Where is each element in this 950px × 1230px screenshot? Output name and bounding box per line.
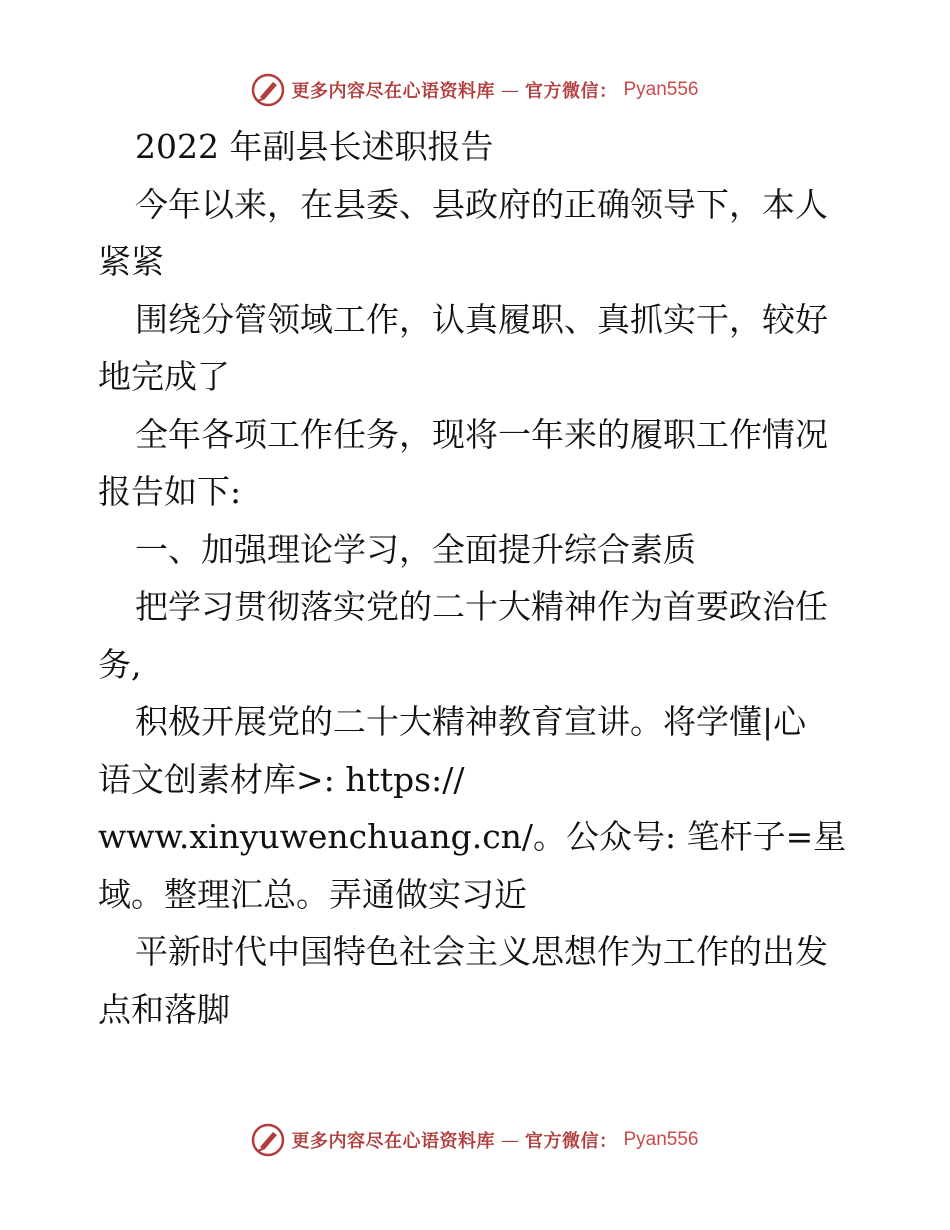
paragraph-line: 点和落脚 [98, 989, 230, 1029]
banner-wechat-id: Pyan556 [623, 1129, 699, 1150]
paragraph-line: 积极开展党的二十大精神教育宣讲。将学懂|心 [135, 702, 807, 741]
paragraph-line: 域。整理汇总。弄通做实习近 [98, 874, 527, 914]
paragraph-line: 务, [98, 644, 142, 684]
banner-cn-text: 更多内容尽在心语资料库 [291, 81, 495, 102]
paragraph-line: 平新时代中国特色社会主义思想作为工作的出发 [135, 932, 828, 971]
banner-wechat-label: 官方微信： [524, 1131, 618, 1152]
banner-separator: — [500, 79, 519, 101]
paragraph-line: www.xinyuwenchuang.cn/。公众号: 笔杆子=星 [98, 817, 847, 856]
paragraph-line: 紧紧 [98, 242, 164, 281]
banner-cn-text: 更多内容尽在心语资料库 [291, 1131, 495, 1152]
paragraph-line: 围绕分管领域工作，认真履职、真抓实干，较好 [135, 299, 828, 339]
pen-logo-icon [251, 1123, 285, 1157]
paragraph-line: 地完成了 [98, 357, 230, 396]
paragraph-line: 今年以来，在县委、县政府的正确领导下，本人 [135, 184, 828, 224]
document-body [98, 118, 858, 1038]
paragraph-line: 报告如下: [98, 472, 242, 511]
paragraph-line: 把学习贯彻落实党的二十大精神作为首要政治任 [135, 587, 828, 626]
pen-logo-icon [251, 73, 285, 107]
paragraph-line: 全年各项工作任务，现将一年来的履职工作情况 [135, 414, 828, 454]
document-title: 2022 年副县长述职报告 [135, 127, 494, 166]
banner-separator: — [500, 1129, 519, 1151]
header-watermark-banner [0, 70, 950, 110]
banner-wechat-label: 官方微信： [524, 81, 618, 102]
paragraph-line: 语文创素材库>: https:// [98, 759, 465, 799]
banner-wechat-id: Pyan556 [623, 79, 699, 100]
footer-watermark-banner [0, 1120, 950, 1160]
section-heading: 一、加强理论学习，全面提升综合素质 [135, 529, 696, 569]
